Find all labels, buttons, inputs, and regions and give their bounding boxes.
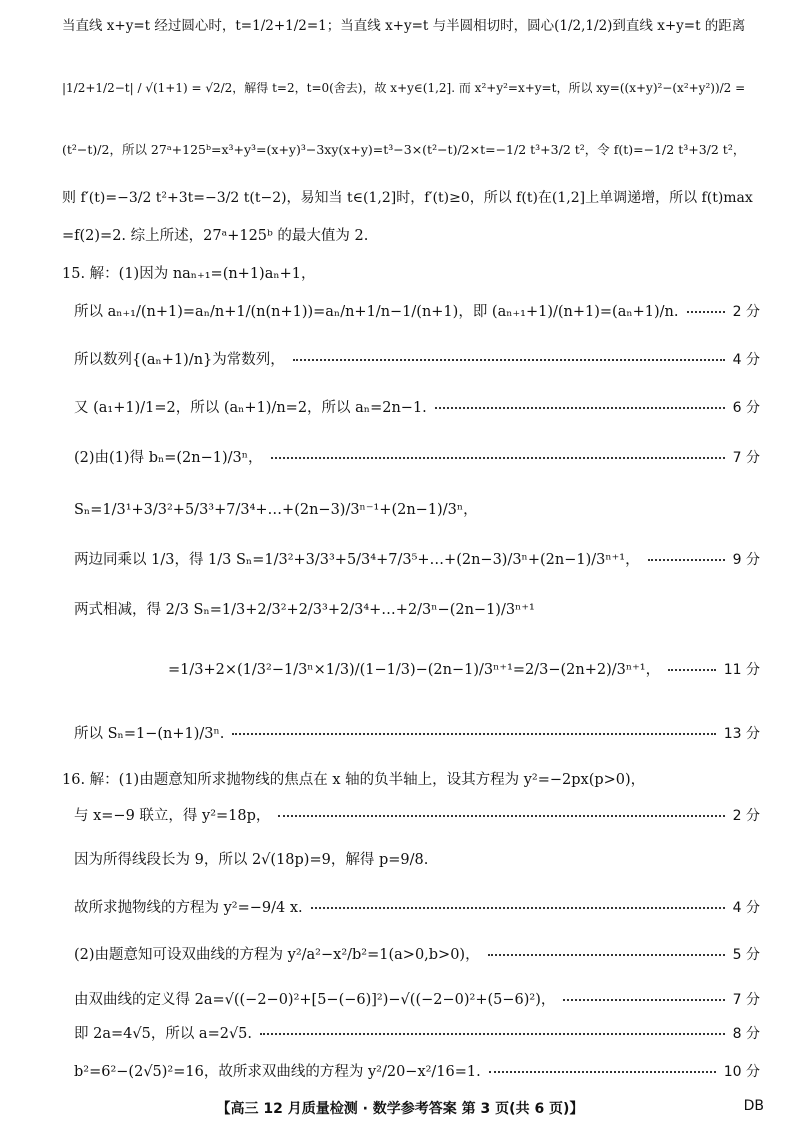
score-label: 10 分 <box>723 1064 760 1080</box>
text-line <box>62 78 760 98</box>
text-line <box>62 16 760 36</box>
leader-dots <box>260 1033 725 1035</box>
leader-dots <box>435 407 725 409</box>
score-label: 7 分 <box>732 992 760 1008</box>
line-text: 当直线 x+y=t 经过圆心时，t=1/2+1/2=1；当直线 x+y=t 与半圆相切时，圆心(1/2,1/2)到直线 x+y=t 的距离 <box>62 18 746 34</box>
footer-code: DB <box>743 1098 764 1114</box>
line-text: (t²−t)/2，所以 27ᵃ+125ᵇ=x³+y³=(x+y)³−3xy(x+y)=t³−3×(t²−t)/2×t=−1/2 t³+3/2 t²，令 f(t)=−1/2 t³+3/2 t²， <box>62 142 746 157</box>
score-label: 4 分 <box>732 352 760 368</box>
line-text: 两式相减，得 2/3 Sₙ=1/3+2/3²+2/3³+2/3⁴+…+2/3ⁿ−(2n−1)/3ⁿ⁺¹ <box>74 602 535 618</box>
leader-dots <box>687 311 725 313</box>
scored-line <box>74 724 760 744</box>
score-label: 4 分 <box>732 900 760 916</box>
leader-dots <box>311 907 725 909</box>
line-text: (2)由题意知可设双曲线的方程为 y²/a²−x²/b²=1(a>0,b>0)， <box>74 947 480 963</box>
leader-dots <box>271 457 725 459</box>
score-label: 13 分 <box>723 726 760 742</box>
line-text: 所以 Sₙ=1−(n+1)/3ⁿ. <box>74 726 225 742</box>
score-label: 2 分 <box>732 304 760 320</box>
score-label: 7 分 <box>732 450 760 466</box>
line-text: (2)由(1)得 bₙ=(2n−1)/3ⁿ， <box>74 450 263 466</box>
question-15-heading <box>62 264 760 284</box>
line-text: 与 x=−9 联立，得 y²=18p， <box>74 808 271 824</box>
leader-dots <box>648 559 725 561</box>
text-line <box>62 140 760 160</box>
score-label: 2 分 <box>732 808 760 824</box>
line-text: Sₙ=1/3¹+3/3²+5/3³+7/3⁴+…+(2n−3)/3ⁿ⁻¹+(2n−1)/3ⁿ， <box>74 502 478 518</box>
leader-dots <box>232 733 715 735</box>
scored-line <box>74 1062 760 1082</box>
leader-dots <box>563 999 724 1001</box>
leader-dots <box>668 669 716 671</box>
line-text: |1/2+1/2−t| / √(1+1) = √2/2，解得 t=2，t=0(舍去)，故 x+y∈(1,2]. 而 x²+y²=x+y=t，所以 xy=((x+y)²−(x²+y²))/2 = <box>62 81 746 95</box>
line-text: 所以 aₙ₊₁/(n+1)=aₙ/n+1/(n(n+1))=aₙ/n+1/n−1/(n+1)，即 (aₙ₊₁+1)/(n+1)=(aₙ+1)/n. <box>74 304 679 320</box>
line-text: 所以数列{(aₙ+1)/n}为常数列， <box>74 352 285 368</box>
line-text: 则 f′(t)=−3/2 t²+3t=−3/2 t(t−2)，易知当 t∈(1,2]时，f′(t)≥0，所以 f(t)在(1,2]上单调递增，所以 f(t)max <box>62 190 753 206</box>
leader-dots <box>489 1071 716 1073</box>
scored-line <box>168 660 760 680</box>
leader-dots <box>278 815 724 817</box>
scored-line <box>74 398 760 418</box>
scored-line <box>74 302 760 322</box>
scored-line <box>74 990 760 1010</box>
score-label: 9 分 <box>732 552 760 568</box>
score-label: 11 分 <box>723 662 760 678</box>
leader-dots <box>293 359 725 361</box>
score-label: 8 分 <box>732 1026 760 1042</box>
score-label: 6 分 <box>732 400 760 416</box>
line-text: 又 (a₁+1)/1=2，所以 (aₙ+1)/n=2，所以 aₙ=2n−1. <box>74 400 427 416</box>
text-line <box>74 500 760 520</box>
leader-dots <box>488 954 725 956</box>
text-line <box>62 226 760 246</box>
line-text: 15. 解：(1)因为 naₙ₊₁=(n+1)aₙ+1， <box>62 266 316 282</box>
line-text: 两边同乘以 1/3，得 1/3 Sₙ=1/3²+3/3³+5/3⁴+7/3⁵+…+(2n−3)/3ⁿ+(2n−1)/3ⁿ⁺¹， <box>74 552 640 568</box>
line-text: 16. 解：(1)由题意知所求抛物线的焦点在 x 轴的负半轴上，设其方程为 y²=−2px(p>0)， <box>62 772 646 788</box>
scored-line <box>74 550 760 570</box>
scored-line <box>74 448 760 468</box>
scored-line <box>74 350 760 370</box>
line-text: 因为所得线段长为 9，所以 2√(18p)=9，解得 p=9/8. <box>74 852 429 868</box>
scored-line <box>74 806 760 826</box>
text-line <box>74 600 760 620</box>
line-text: =1/3+2×(1/3²−1/3ⁿ×1/3)/(1−1/3)−(2n−1)/3ⁿ⁺¹=2/3−(2n+2)/3ⁿ⁺¹， <box>168 662 661 678</box>
line-text: 即 2a=4√5，所以 a=2√5. <box>74 1026 253 1042</box>
text-line <box>74 850 760 870</box>
scored-line <box>74 898 760 918</box>
scored-line <box>74 945 760 965</box>
question-16-heading <box>62 770 760 790</box>
scored-line <box>74 1024 760 1044</box>
score-label: 5 分 <box>732 947 760 963</box>
line-text: =f(2)=2. 综上所述，27ᵃ+125ᵇ 的最大值为 2. <box>62 228 369 244</box>
text-line <box>62 188 760 208</box>
line-text: 故所求抛物线的方程为 y²=−9/4 x. <box>74 900 303 916</box>
page-footer: 【高三 12 月质量检测 · 数学参考答案 第 3 页(共 6 页)】 <box>216 1101 584 1117</box>
line-text: 由双曲线的定义得 2a=√((−2−0)²+[5−(−6)]²)−√((−2−0)²+(5−6)²)， <box>74 992 556 1008</box>
line-text: b²=6²−(2√5)²=16，故所求双曲线的方程为 y²/20−x²/16=1. <box>74 1064 481 1080</box>
